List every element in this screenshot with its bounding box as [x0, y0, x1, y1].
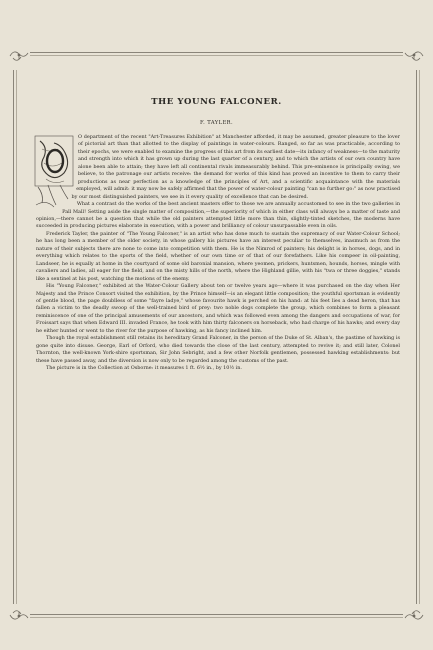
- corner-ornament-icon: [8, 606, 30, 624]
- article-author: F. TAYLER.: [199, 120, 233, 126]
- paragraph: O department of the recent "Art-Treasures Exhibition" at Manchester afforded, it may be assumed, greater pleasure to the lover of pictorial art than that allotted to the display of paintings in water-colours. Ranged, so far as was practicable, according to their epochs, we were enabled to examine the progress of this art from its earliest date—its infancy of weakness—to the maturity and strength into which it has grown up during the last quarter of a century, and to which the artists of our own country have alone been able to attain; they have left all continental rivals immeasurably behind. This pre-eminence is principally owing, we believe, to the patronage our artists receive: the demand for works of this kind has proved an incentive to them to carry their productions as near perfection as a knowledge of the principles of Art, and a scientific acquaintance with the materials employed, will admit: it may now be safely affirmed that the power of water-colour painting "can no further go:" as now practised by our most distinguished painters, we see in it every quality of excellence that can be desired.: [71, 134, 400, 200]
- bottom-border-rule-inner: [30, 617, 403, 618]
- top-border-rule: [30, 52, 403, 53]
- paragraph: Though the royal establishment still retains its hereditary Grand Falconer, in the person of the Duke of St. Alban's, the pastime of hawking is gone quite into disuse. George, Earl of Orford, who died towards the close of the last century, attempted to revive it; and still later, Colonel Thornton, the well-known York-shire sportsman, Sir John Sebright, and a few other Norfolk gentlemen, possessed hawking establishments: but these have passed away, and the diversion is now only to be regarded among the customs of the past.: [36, 335, 400, 364]
- paragraph: What a contrast do the works of the best ancient masters offer to those we are annually accustomed to see in the two galleries in Pall Mall! Setting aside the single matter of composition,—the superiority of which in either class will always be a matter of taste and opinion,—there cannot be a question that while the old painters attempted little more than thin, slightly-tinted sketches, the moderns have succeeded in producing pictures elaborate in execution, with a power and brilliancy of colour unsurpassable even in oils.: [36, 201, 400, 230]
- paragraph: Frederick Tayler, the painter of "The Young Falconer," is an artist who has done much to sustain the supremacy of our Water-Colour School; he has long been a member of the older society, in whose gallery his pictures have an interest peculiar to themselves, inasmuch as from the nature of their subjects there are none to come into competition with them. He is the Nimrod of painters; his delight is in horses, dogs, and in everything which relates to the sports of the field, whether of our own time or of that of our forefathers. Like his compeer in oil-painting, Landseer, he is equally at home in the courtyard of some old baronial mansion, where yeomen, prickers, huntsmen, hounds, horses, mingle with cavaliers and ladies, all eager for the field, and on the misty hills of the north, where the Highland gillie, with his "twa or three doggies," stands like a sentinel at his post, watching the motions of the enemy.: [36, 230, 400, 282]
- paragraph: His "Young Falconer," exhibited at the Water-Colour Gallery about ten or twelve years ago—where it was purchased on the day when Her Majesty and the Prince Consort visited the exhibition, by the Prince himself—is an elegant little composition; the youthful sportsman is evidently of gentle blood, the page doublless of some "fayre ladye," whose favourite hawk is perched on his hand: at his feet lies a dead heron, that has fallen a victim to the deadly swoop of the well-trained bird of prey: two noble dogs complete the group, which combines to form a pleasant reminiscence of one of the principal amusements of our ancestors, and which was followed even among the dangers and occupations of war, for Froissart says that when Edward III. invaded France, he took with him thirty falconers on horseback, who had charge of his hawks; and every day he either hunted or went to the river for the purpose of hawking, as his fancy inclined him.: [36, 283, 400, 334]
- illuminated-initial-icon: [34, 135, 74, 210]
- top-border-rule-inner: [30, 55, 403, 56]
- left-border-rule: [13, 70, 14, 604]
- corner-ornament-icon: [403, 47, 425, 65]
- corner-ornament-icon: [8, 47, 30, 65]
- article-body: [36, 134, 400, 373]
- bottom-border-rule: [30, 614, 403, 615]
- right-border-rule-inner: [419, 70, 420, 604]
- paragraph: The picture is in the Collection at Osborne: it measures 1 ft. 6½ in., by 10½ in.: [46, 365, 242, 372]
- right-border-rule: [416, 70, 417, 604]
- corner-ornament-icon: [403, 606, 425, 624]
- article-title: THE YOUNG FALCONER.: [151, 97, 282, 107]
- left-border-rule-inner: [16, 70, 17, 604]
